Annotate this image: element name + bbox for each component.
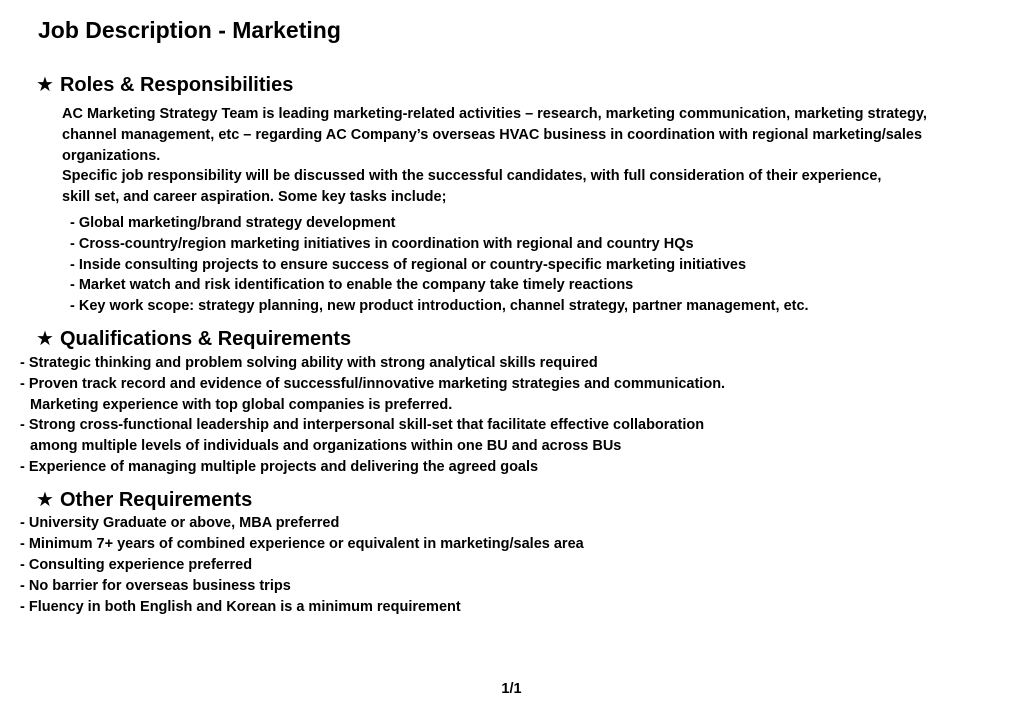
other-requirements-heading — [36, 487, 252, 513]
other-requirement-item: - Fluency in both English and Korean is a minimum requirement — [20, 599, 461, 615]
roles-intro-line: organizations. — [62, 148, 161, 164]
star-icon: ★ — [36, 489, 54, 511]
roles-heading-text: Roles & Responsibilities — [59, 74, 294, 96]
roles-task-item: - Inside consulting projects to ensure success of regional or country-specific marketing initiatives — [70, 257, 747, 273]
roles-intro-line: Specific job responsibility will be discussed with the successful candidates, with full consideration of their experience, — [62, 168, 882, 184]
qualification-item-continuation: Marketing experience with top global companies is preferred. — [30, 397, 453, 413]
qualification-item: - Experience of managing multiple projects and delivering the agreed goals — [20, 459, 539, 475]
other-requirement-item: - University Graduate or above, MBA preferred — [20, 515, 340, 531]
roles-task-item: - Global marketing/brand strategy development — [70, 215, 396, 231]
other-requirement-item: - Consulting experience preferred — [20, 557, 253, 573]
qualification-item: - Proven track record and evidence of successful/innovative marketing strategies and communication. — [20, 376, 726, 392]
other-requirement-item: - Minimum 7+ years of combined experience or equivalent in marketing/sales area — [20, 536, 584, 552]
page-title: Job Description - Marketing — [38, 17, 341, 43]
qualification-item-continuation: among multiple levels of individuals and organizations within one BU and across BUs — [30, 438, 622, 454]
qualifications-heading — [36, 326, 351, 352]
qualifications-heading-text: Qualifications & Requirements — [59, 328, 352, 350]
star-icon: ★ — [36, 328, 54, 350]
roles-task-item: - Key work scope: strategy planning, new product introduction, channel strategy, partner management, etc. — [70, 298, 809, 314]
page-number: 1/1 — [501, 681, 522, 697]
roles-intro-line: skill set, and career aspiration. Some key tasks include; — [62, 189, 447, 205]
qualification-item: - Strong cross-functional leadership and interpersonal skill-set that facilitate effective collaboration — [20, 417, 705, 433]
roles-intro-line: channel management, etc – regarding AC Company’s overseas HVAC business in coordination with regional marketing/sales — [62, 127, 923, 143]
roles-intro-line: AC Marketing Strategy Team is leading marketing-related activities – research, marketing communication, marketing strategy, — [62, 106, 927, 122]
other-requirements-heading-text: Other Requirements — [59, 489, 253, 511]
roles-heading — [36, 72, 293, 98]
other-requirement-item: - No barrier for overseas business trips — [20, 578, 291, 594]
qualification-item: - Strategic thinking and problem solving ability with strong analytical skills required — [20, 355, 598, 371]
roles-task-item: - Market watch and risk identification to enable the company take timely reactions — [70, 277, 634, 293]
roles-task-item: - Cross-country/region marketing initiatives in coordination with regional and country HQs — [70, 236, 694, 252]
star-icon: ★ — [36, 74, 54, 96]
